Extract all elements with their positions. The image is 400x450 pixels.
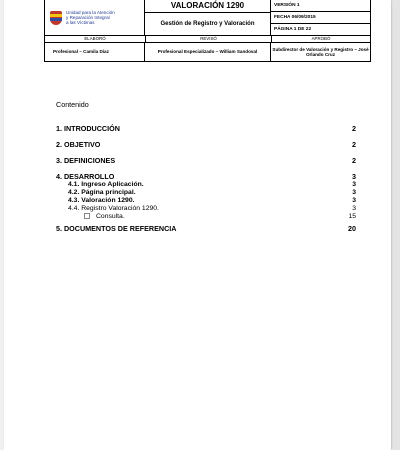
table-of-contents <box>56 124 356 233</box>
elaboro-name: Profesional – Camila Díaz <box>45 43 145 61</box>
reviso-label: REVISÓ <box>146 36 272 42</box>
document-title: VALORACIÓN 1290 <box>145 0 270 13</box>
toc-entry[interactable] <box>56 197 356 205</box>
approval-labels-row <box>45 36 370 43</box>
logo-cell <box>45 0 145 35</box>
coat-of-arms-icon <box>49 10 63 26</box>
toc-entry[interactable] <box>56 205 356 213</box>
toc-entry-page: 2 <box>352 124 356 133</box>
aprobo-label: APROBÓ <box>311 36 331 41</box>
bullet-icon <box>84 213 90 219</box>
toc-heading: Contenido <box>56 100 89 109</box>
toc-entry-label: 5. DOCUMENTOS DE REFERENCIA <box>56 224 177 233</box>
version-label: VERSIÓN 1 <box>271 0 370 12</box>
toc-entry[interactable] <box>56 213 356 221</box>
document-page <box>4 0 391 450</box>
toc-entry[interactable] <box>56 189 356 197</box>
date-label: FECHA 06/09/2015 <box>271 12 370 24</box>
elaboro-label: ELABORÓ <box>45 36 146 42</box>
toc-entry[interactable] <box>56 172 356 181</box>
toc-entry-label: 4.2. Página principal. <box>68 189 136 196</box>
page-label: PÁGINA 1 DE 22 <box>274 27 312 32</box>
toc-entry-page: 2 <box>352 156 356 165</box>
toc-entry[interactable] <box>56 156 356 165</box>
title-cell <box>145 0 271 35</box>
reviso-name: Profesional Especializado – William Sandoval <box>145 43 271 61</box>
aprobo-name: Subdirector de Valoración y Registro – José Orlando Cruz <box>272 46 369 57</box>
toc-entry-label: 4.3. Valoración 1290. <box>68 197 135 204</box>
toc-entry-label: 4.4. Registro Valoración 1290. <box>68 205 159 212</box>
logo-line: a las Víctimas <box>66 20 95 26</box>
logo-line: y Reparación Integral <box>66 14 110 20</box>
toc-entry-page: 2 <box>352 140 356 149</box>
logo-line: Unidad para la Atención <box>66 9 115 15</box>
header-top-row <box>45 0 370 36</box>
document-subtitle: Gestión de Registro y Valoración <box>160 21 255 27</box>
toc-entry-page: 15 <box>348 213 356 220</box>
institution-logo-text <box>66 10 115 26</box>
toc-entry-label: 1. INTRODUCCIÓN <box>56 124 120 133</box>
meta-cell <box>271 0 370 35</box>
toc-entry[interactable] <box>56 181 356 189</box>
toc-entry-label: Consulta. <box>96 213 125 220</box>
document-header-table <box>44 0 371 62</box>
toc-entry-page: 3 <box>352 172 356 181</box>
toc-entry-page: 20 <box>348 224 356 233</box>
toc-entry-label: 4. DESARROLLO <box>56 172 115 181</box>
toc-entry-label: 3. DEFINICIONES <box>56 156 116 165</box>
toc-entry[interactable] <box>56 124 356 133</box>
toc-entry-page: 3 <box>352 205 356 212</box>
toc-entry[interactable] <box>56 224 356 233</box>
toc-entry-page: 3 <box>352 189 356 196</box>
toc-entry-page: 3 <box>352 197 356 204</box>
toc-entry[interactable] <box>56 140 356 149</box>
scrollbar-track[interactable] <box>393 0 400 450</box>
toc-entry-label: 4.1. Ingreso Aplicación. <box>68 181 144 188</box>
toc-entry-label: 2. OBJETIVO <box>56 140 101 149</box>
toc-entry-page: 3 <box>352 181 356 188</box>
approval-names-row <box>45 43 370 61</box>
